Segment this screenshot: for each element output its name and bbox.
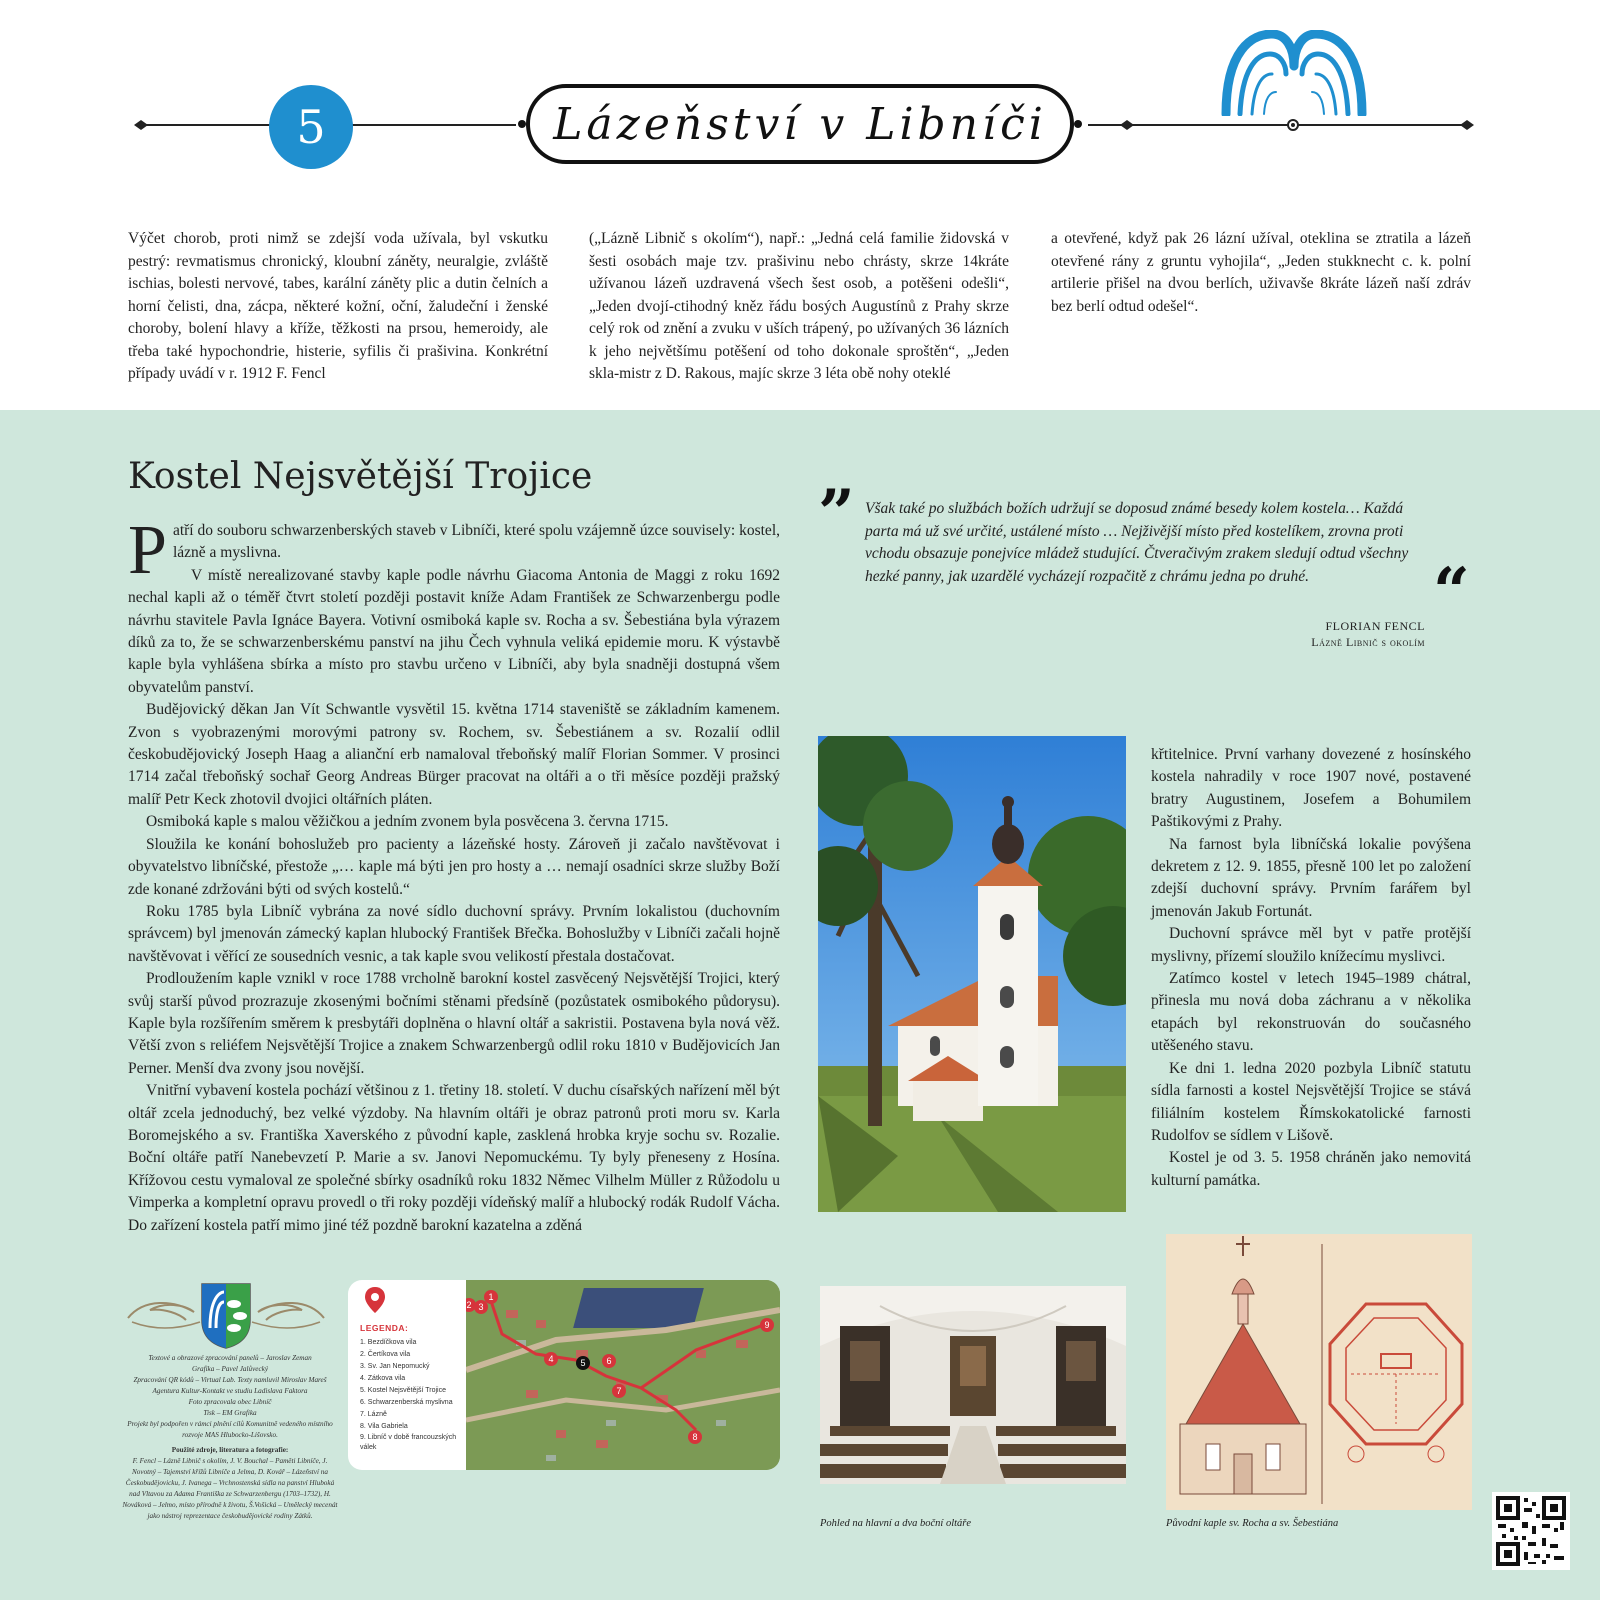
chapel-drawing [1166,1234,1472,1510]
credit-line: Foto zpracovala obec Libníč [188,1398,272,1406]
body-paragraph: V místě nerealizované stavby kaple podle návrhu Giacoma Antonia de Maggi z roku 1692 nechal kapli až o téměř čtvrt století později postavit kníže Adam František ze Schwarzenbergu podle návrhu stavitele Pavla Ignáce Bayera. Votivní osmiboká kaple sv. Rocha a sv. Šebestiána byla výrazem díků za to, že se schwarzenberskému panství na jihu Čech vyhnula veliká epidemie moru. K výstavbě kaple byla vyhlášena sbírka a místo pro stavbu určeno v Libníči, aby byla snadněji dostupná všem obyvatelům panství. [128,566,780,696]
rule-ornament-right-a [1120,118,1134,132]
location-pin-icon [364,1286,386,1314]
rule-ornament-right-b [1460,118,1474,132]
body-paragraph: Zatímco kostel v letech 1945–1989 chátral, přinesla mu nová doba záchranu a v několika etapách byl rekonstruován do současného utěšeného stavu. [1151,970,1471,1055]
intro-column-2: („Lázně Libnič s okolím“), např.: „Jedná celá familie židovská v šesti osobách maje tzv. prašivinu nebo chrásty, skrze 14kráte užívanou lázeň uzdravená všech šest osob, a potěšeni odešli“, „Jeden dvojí-ctihodný kněz řádu bosých Augustínů z Prahy skrze celý rok od znění a zvuku v uších trápený, po užívaných 36 lázních k jeho největšímu potěšení od toho dokonale sproštěn“, „Jeden skla-mistr z D. Rakous, majíc skrze 3 léta obě nohy oteklé [589,230,1009,382]
credit-line: Textové a obrazové zpracování panelů – Jaroslav Zeman [148,1354,312,1362]
legend-item: 9. Libníč v době francouzských válek [360,1434,457,1451]
qr-code[interactable] [1492,1492,1570,1570]
title-dot-right [1070,116,1086,132]
body-text-right [1151,744,1471,1192]
drawing-caption: Původní kaple sv. Rocha a sv. Šebestiána [1166,1518,1339,1529]
body-paragraph: Ke dni 1. ledna 2020 pozbyla Libníč statutu sídla farnosti a kostel Nejsvětější Trojice se stává filiálním kostelem Římskokatolické farnosti Rudolfov se sídlem v Lišově. [1151,1059,1471,1144]
body-paragraph: Budějovický děkan Jan Vít Schwantle vysvětil 15. května 1714 staveniště se základním kamenem. Zvon s vyobrazenými morovými patrony sv. Rochem, sv. Šebestiánem a sv. Rozalií odlil českobudějovický Joseph Haag a alianční erb namaloval třeboňský malíř Florian Sommer. V prosinci 1714 začal třeboňský sochař Georg Andreas Bürger pracovat na oltáři a o tři měsíce později pražský malíř Petr Keck zhotovil dvojici oltářních pláten. [128,701,780,808]
legend-item: 4. Zátkova vila [360,1375,406,1382]
quote-author: FLORIAN FENCL [1325,619,1425,633]
rule-center-ring [1284,116,1302,134]
title-dot-left [514,116,530,132]
interior-photo-caption: Pohled na hlavní a dva boční oltáře [820,1518,972,1529]
legend-title: LEGENDA: [360,1323,409,1333]
credit-line: Agentura Kultur-Kontakt ve studiu Ladislava Faktora [152,1387,308,1395]
map-marker-3[interactable]: 3 [474,1300,488,1314]
legend-item: 6. Schwarzenberská myslivna [360,1399,453,1406]
map-marker-9[interactable]: 9 [760,1318,774,1332]
credit-line: Zpracování QR kódů – Virtual Lab. Texty namluvil Miroslav Mareš [133,1376,327,1384]
map-marker-7[interactable]: 7 [612,1384,626,1398]
legend-item: 2. Čertíkova vila [360,1351,411,1358]
body-paragraph: Vnitřní vybavení kostela pochází většinou z 1. třetiny 18. století. V duchu císařských nařízení měl být oltář zcela jednoduchý, bez velké výzdoby. Na hlavním oltáři je obraz patronů proti moru sv. Karla Boromejského a sv. Františka Xaverského z původní kaple, zasklená hrobka kryje sochu sv. Rozalie. Boční oltáře patří Nanebevzetí P. Marie a sv. Janovi Nepomuckému. Ty byly přeneseny z Hosína. Křížovou cestu vymaloval ze společné sbírky osadníků roku 1832 Němec Vilhelm Müller z Růžodolu u Vimperka a kompletní opravu provedl o tři roky později vídeňský malíř a hlubocký rodák Rudolf Vácha. Do zařízení kostela patří mimo jiné též pozdně barokní kazatelna a zděná [128,1082,780,1234]
sources-text: F. Fencl – Lázně Libnič s okolím, J. V. Bouchal – Paměti Libníče, J. Novotný – Tajemství křížů Libníče a Jelma, D. Kovář – Lázeňství na Českobudějovicku, J. Ivanega – Vrchnostenská sídla na panství Hluboká nad Vltavou za Adama Františka ze Schwarzenbergu (1703–1732), H. Nováková – Jelmo, místo přírodně k životu, Š.Vošická – Umělecký mecenát jako nástroj reprezentace českobudějovické rodiny Zátků. [122,1457,338,1520]
legend-item: 3. Sv. Jan Nepomucký [360,1363,430,1370]
municipality-coat-of-arms [124,1278,328,1350]
legend-item: 7. Lázně [360,1411,387,1418]
map-marker-2[interactable]: 2 [466,1298,476,1312]
legend-item: 8. Vila Gabriela [360,1423,408,1430]
page-title: Lázeňství v Libníči [553,98,1047,150]
map-marker-5[interactable]: 5 [576,1356,590,1370]
legend-item: 1. Bezdíčkova vila [360,1339,417,1346]
page-title-frame [526,84,1074,164]
map-marker-6[interactable]: 6 [602,1354,616,1368]
section-title: Kostel Nejsvětější Trojice [128,456,593,497]
body-paragraph: Kostel je od 3. 5. 1958 chráněn jako nemovitá kulturní památka. [1151,1149,1471,1189]
paragraph-text: atří do souboru schwarzenberských staveb v Libníči, které spolu vzájemně úzce souvisely: kostel, lázně a myslivna. [172,522,780,562]
spa-fountain-logo [1220,30,1368,116]
intro-column-3: a otevřené, když pak 26 lázní užíval, oteklina se ztratila a lázeň otevřené rány z gruntu vyhojila“, „Jeden stukknecht c. k. polní artilerie přišel na dvou berlích, uživavše 8kráte lázeň naší zdráv bez berlí odtud odešel“. [1051,230,1471,315]
body-paragraph: Prodloužením kaple vznikl v roce 1788 vrcholně barokní kostel zasvěcený Nejsvětější Trojici, který svůj starší původ prozrazuje zkosenými bočními stěnami předsíně (pozůstatek osmibokého půdorysu). Kaple byla rozšířením směrem k presbytáři doplněna o hlavní oltář a sakristii. Postavena byla nová věž. Větší zvon s reliéfem Nejsvětější Trojice a znakem Schwarzenbergů odlil roku 1810 v Budějovicích Jan Perner. Menší dva zvony jsou novější. [128,970,780,1077]
church-photo [818,736,1126,1212]
body-text-left [128,512,780,1237]
map-marker-4[interactable]: 4 [544,1352,558,1366]
body-paragraph: Duchovní správce měl byt v patře protější myslivny, přízemí sloužilo knížecímu myslivci. [1151,925,1471,965]
credit-line: Projekt byl podpořen v rámci plnění cílů Komunitně vedeného místního rozvoje MAS Hlubocko-Lišovsko. [127,1420,333,1439]
body-paragraph: Sloužila ke konání bohoslužeb pro pacienty a lázeňské hosty. Zároveň ji začalo navštěvovat i obyvatelstvo libníčské, přestože „… kaple má býti jen pro hosty a … nemají osadníci skrze služby Boží zde konané zdržováni býti od svých kostelů.“ [128,835,780,898]
body-paragraph: Na farnost byla libníčská lokalie povýšena dekretem z 12. 9. 1855, přesně 100 let po založení zdejší duchovní správy. Prvním farářem byl jmenován Jakub Fortunát. [1151,835,1471,920]
map-marker-1[interactable]: 1 [484,1290,498,1304]
quote-source: Lázně Libnič s okolím [1311,635,1425,649]
credits [120,1353,340,1522]
rule-ornament-left [134,118,148,132]
body-paragraph: Roku 1785 byla Libníč vybrána za nové sídlo duchovní správy. Prvním lokalistou (duchovním správcem) byl jmenován zámecký kaplan hlubocký František Břečka. Bohoslužby v Libníči začali hojně navštěvovat i věřící ze sousedních vesnic, a tak kaple svou velikostí přestala dostačovat. [128,902,780,965]
body-paragraph [128,512,780,589]
sources-title: Použité zdroje, literatura a fotografie: [171,1446,289,1454]
body-paragraph: křtitelnice. První varhany dovezené z hosínského kostela nahradily v roce 1907 nové, postavené bratry Augustinem, Josefem a Bohumilem Paštikovými z Prahy. [1151,746,1471,831]
quote-attribution [1311,618,1425,650]
header [0,0,1600,410]
intro-column-1: Výčet chorob, proti nimž se zdejší voda užívala, byl vskutku pestrý: revmatismus chronický, kloubní záněty, neuralgie, zvláště ischias, bolesti nervové, tabes, karální záněty plic a dutin čelních a horní čelisti, dna, zácpa, některé kožní, oční, žaludeční i ženské choroby, bolení hlavy a kříže, těžkosti na prsou, hemeroidy, ale třeba také hypochondrie, histerie, syfilis či prašivina. Konkrétní případy uvádí v r. 1912 F. Fencl [128,230,548,382]
panel-number: 5 [269,85,353,169]
church-interior-photo [820,1286,1126,1484]
header-rule-right [1088,124,1466,126]
map-legend [360,1322,460,1453]
body-paragraph: Osmiboká kaple s malou věžičkou a jedním zvonem byla posvěcena 3. června 1715. [146,813,669,831]
credit-line: Grafika – Pavel Jalůvecký [191,1365,269,1373]
quote-text: Však také po službách božích udržují se doposud známé besedy kolem kostela… Každá parta má už své určité, ustálené místo … Nejživější místo před kostelíkem, zrovna proti vchodu obsazuje ponejvíce mládež studující. Čtveračivým zrakem sledují odtud všechny hezké panny, jak uzardělé vycházejí rozpačitě z chrámu jedna po druhé. [865,500,1409,585]
map-card[interactable] [348,1280,780,1470]
credit-line: Tisk – EM Grafika [203,1409,257,1417]
map-marker-8[interactable]: 8 [688,1430,702,1444]
quote-close-icon: “ [1433,554,1470,629]
aerial-map[interactable] [466,1280,780,1470]
legend-item: 5. Kostel Nejsvětější Trojice [360,1387,446,1394]
drop-cap: P [128,512,167,589]
quote-open-icon: ” [818,476,855,551]
